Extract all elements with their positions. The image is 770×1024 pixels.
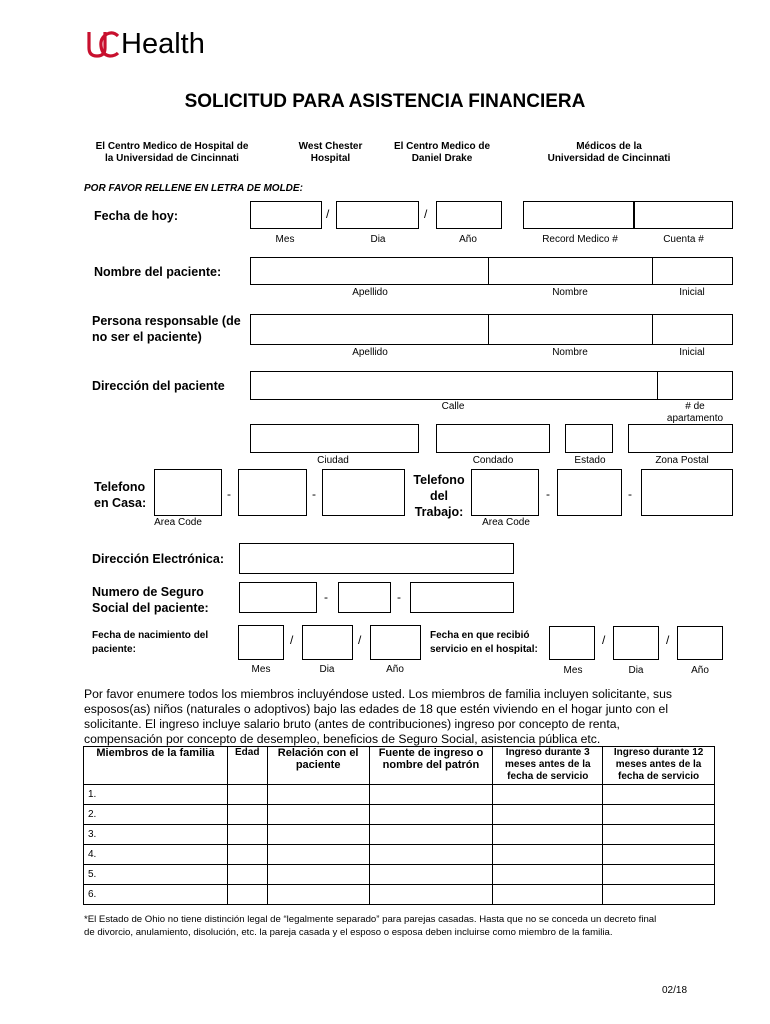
zip-input[interactable] (628, 424, 733, 453)
county-input[interactable] (436, 424, 550, 453)
responsible-last-name-input[interactable] (250, 314, 489, 345)
date-day-caption: Dia (370, 234, 386, 245)
dob-day-caption: Dia (319, 664, 335, 675)
work-phone-dash: - (546, 487, 550, 501)
table-header-row (84, 747, 715, 785)
uc-health-logo (86, 26, 205, 62)
work-phone-prefix-input[interactable] (557, 469, 622, 516)
city-input[interactable] (250, 424, 419, 453)
hospital-west-chester: West Chester Hospital (298, 141, 363, 164)
service-month-input[interactable] (549, 626, 595, 660)
date-day-input[interactable] (336, 201, 419, 229)
col-header-income-12-months: Ingreso durante 12 meses antes de la fecha de servicio (603, 747, 715, 785)
email-label: Dirección Electrónica: (92, 552, 224, 566)
responsible-first-name-input[interactable] (488, 314, 653, 345)
service-date-label: Fecha en que recibió servicio en el hospital: (430, 630, 538, 655)
income-3-cell[interactable] (493, 865, 603, 885)
income-source-cell[interactable] (369, 865, 493, 885)
work-phone-line-input[interactable] (641, 469, 733, 516)
income-source-cell[interactable] (369, 845, 493, 865)
ssn-dash: - (397, 590, 401, 604)
income-source-cell[interactable] (369, 805, 493, 825)
relation-cell[interactable] (267, 825, 369, 845)
home-phone-dash: - (312, 487, 316, 501)
home-phone-prefix-input[interactable] (238, 469, 307, 516)
city-caption: Ciudad (317, 455, 349, 466)
print-instruction: POR FAVOR RELLENE EN LETRA DE MOLDE: (84, 183, 303, 194)
age-cell[interactable] (227, 805, 267, 825)
email-input[interactable] (239, 543, 514, 574)
address-label: Dirección del paciente (92, 379, 225, 393)
footnote: *El Estado de Ohio no tiene distinción legal de “legalmente separado” para parejas casadas. Hasta que no se conceda un decreto final de divorcio, anulamiento, disolución, etc. la pareja casada y el esposo o esposa deben incluirse como miembro de la familia. (84, 914, 657, 938)
service-slash: / (666, 633, 670, 647)
ssn-dash: - (324, 590, 328, 604)
home-area-code-caption: Area Code (154, 517, 202, 528)
service-day-caption: Dia (628, 665, 644, 676)
zip-caption: Zona Postal (655, 455, 709, 466)
county-caption: Condado (472, 455, 514, 466)
street-caption: Calle (441, 401, 465, 412)
date-month-input[interactable] (250, 201, 322, 229)
income-3-cell[interactable] (493, 845, 603, 865)
household-instructions: Por favor enumere todos los miembros incluyéndose usted. Los miembros de familia incluyen solicitante, sus esposos(as) niños (naturales o adoptivos) bajo las edades de 18 que estén viviendo en el hogar junto con el solicitante. El ingreso incluye salario bruto (antes de contribuciones) ingreso por concepto de renta, compensación por concepto de desempleo, beneficios de Seguro Social, asistencia pública etc. (84, 687, 672, 746)
home-phone-label: Telefono en Casa: (94, 480, 147, 510)
state-input[interactable] (565, 424, 613, 453)
dob-month-caption: Mes (251, 664, 271, 675)
date-year-input[interactable] (436, 201, 502, 229)
service-month-caption: Mes (563, 665, 583, 676)
income-12-cell[interactable] (603, 785, 715, 805)
table-row (84, 865, 715, 885)
work-phone-label: Telefono del Trabajo: (413, 473, 465, 519)
home-area-code-input[interactable] (154, 469, 222, 516)
row-number: 2. (84, 805, 228, 825)
medical-record-input[interactable] (523, 201, 634, 229)
dob-year-caption: Año (386, 664, 404, 675)
hospital-daniel-drake: El Centro Medico de Daniel Drake (393, 141, 491, 164)
dob-month-input[interactable] (238, 625, 284, 660)
patient-first-name-caption: Nombre (552, 287, 588, 298)
relation-cell[interactable] (267, 865, 369, 885)
col-header-members: Miembros de la familia (84, 747, 228, 785)
income-12-cell[interactable] (603, 845, 715, 865)
service-day-input[interactable] (613, 626, 659, 660)
row-number: 5. (84, 865, 228, 885)
col-header-age: Edad (227, 747, 267, 785)
apartment-caption: # de apartamento (666, 401, 724, 424)
responsible-last-name-caption: Apellido (352, 347, 388, 358)
table-row (84, 885, 715, 905)
date-slash: / (424, 207, 428, 221)
ssn-part2-input[interactable] (338, 582, 391, 613)
income-source-cell[interactable] (369, 825, 493, 845)
patient-first-name-input[interactable] (488, 257, 653, 285)
street-input[interactable] (250, 371, 658, 400)
income-12-cell[interactable] (603, 825, 715, 845)
patient-name-label: Nombre del paciente: (94, 265, 222, 279)
date-year-caption: Año (459, 234, 477, 245)
work-area-code-input[interactable] (471, 469, 539, 516)
age-cell[interactable] (227, 785, 267, 805)
patient-last-name-caption: Apellido (352, 287, 388, 298)
responsible-initial-caption: Inicial (679, 347, 705, 358)
age-cell[interactable] (227, 885, 267, 905)
table-row (84, 785, 715, 805)
patient-initial-caption: Inicial (679, 287, 705, 298)
income-3-cell[interactable] (493, 785, 603, 805)
responsible-label: Persona responsable (de no ser el paciente) (92, 314, 241, 344)
service-slash: / (602, 633, 606, 647)
date-label: Fecha de hoy: (94, 209, 179, 223)
row-number: 4. (84, 845, 228, 865)
income-source-cell[interactable] (369, 785, 493, 805)
table-row (84, 825, 715, 845)
age-cell[interactable] (227, 845, 267, 865)
form-version: 02/18 (662, 985, 688, 996)
income-source-cell[interactable] (369, 885, 493, 905)
ssn-part1-input[interactable] (239, 582, 317, 613)
hospital-uc-physicians: Médicos de la Universidad de Cincinnati (547, 141, 671, 164)
page-title: SOLICITUD PARA ASISTENCIA FINANCIERA (184, 91, 586, 112)
relation-cell[interactable] (267, 785, 369, 805)
age-cell[interactable] (227, 825, 267, 845)
logo-text: Health (121, 27, 205, 60)
table-row (84, 805, 715, 825)
row-number: 1. (84, 785, 228, 805)
row-number: 6. (84, 885, 228, 905)
income-3-cell[interactable] (493, 825, 603, 845)
income-3-cell[interactable] (493, 805, 603, 825)
account-input[interactable] (634, 201, 733, 229)
col-header-income-source: Fuente de ingreso o nombre del patrón (369, 747, 493, 785)
family-members-table (83, 746, 715, 905)
relation-cell[interactable] (267, 885, 369, 905)
dob-label: Fecha de nacimiento del paciente: (92, 630, 209, 655)
date-slash: / (326, 207, 330, 221)
income-3-cell[interactable] (493, 885, 603, 905)
apartment-input[interactable] (657, 371, 733, 400)
account-caption: Cuenta # (663, 234, 704, 245)
ssn-part3-input[interactable] (410, 582, 514, 613)
row-number: 3. (84, 825, 228, 845)
col-header-relation: Relación con el paciente (267, 747, 369, 785)
date-month-caption: Mes (275, 234, 295, 245)
service-year-input[interactable] (677, 626, 723, 660)
dob-slash: / (358, 633, 362, 647)
col-header-income-3-months: Ingreso durante 3 meses antes de la fecha de servicio (493, 747, 603, 785)
state-caption: Estado (574, 455, 606, 466)
patient-last-name-input[interactable] (250, 257, 489, 285)
table-row (84, 845, 715, 865)
dob-year-input[interactable] (370, 625, 421, 660)
service-year-caption: Año (691, 665, 709, 676)
relation-cell[interactable] (267, 845, 369, 865)
work-phone-dash: - (628, 487, 632, 501)
dob-slash: / (290, 633, 294, 647)
home-phone-line-input[interactable] (322, 469, 405, 516)
work-area-code-caption: Area Code (482, 517, 530, 528)
responsible-initial-input[interactable] (652, 314, 733, 345)
income-12-cell[interactable] (603, 865, 715, 885)
ssn-label: Numero de Seguro Social del paciente: (92, 585, 209, 615)
income-12-cell[interactable] (603, 805, 715, 825)
home-phone-dash: - (227, 487, 231, 501)
patient-initial-input[interactable] (652, 257, 733, 285)
age-cell[interactable] (227, 865, 267, 885)
medical-record-caption: Record Medico # (542, 234, 618, 245)
dob-day-input[interactable] (302, 625, 353, 660)
relation-cell[interactable] (267, 805, 369, 825)
responsible-first-name-caption: Nombre (552, 347, 588, 358)
uc-logo-mark-icon (86, 28, 120, 60)
hospital-uc-medical-center: El Centro Medico de Hospital de la Universidad de Cincinnati (95, 141, 249, 164)
income-12-cell[interactable] (603, 885, 715, 905)
